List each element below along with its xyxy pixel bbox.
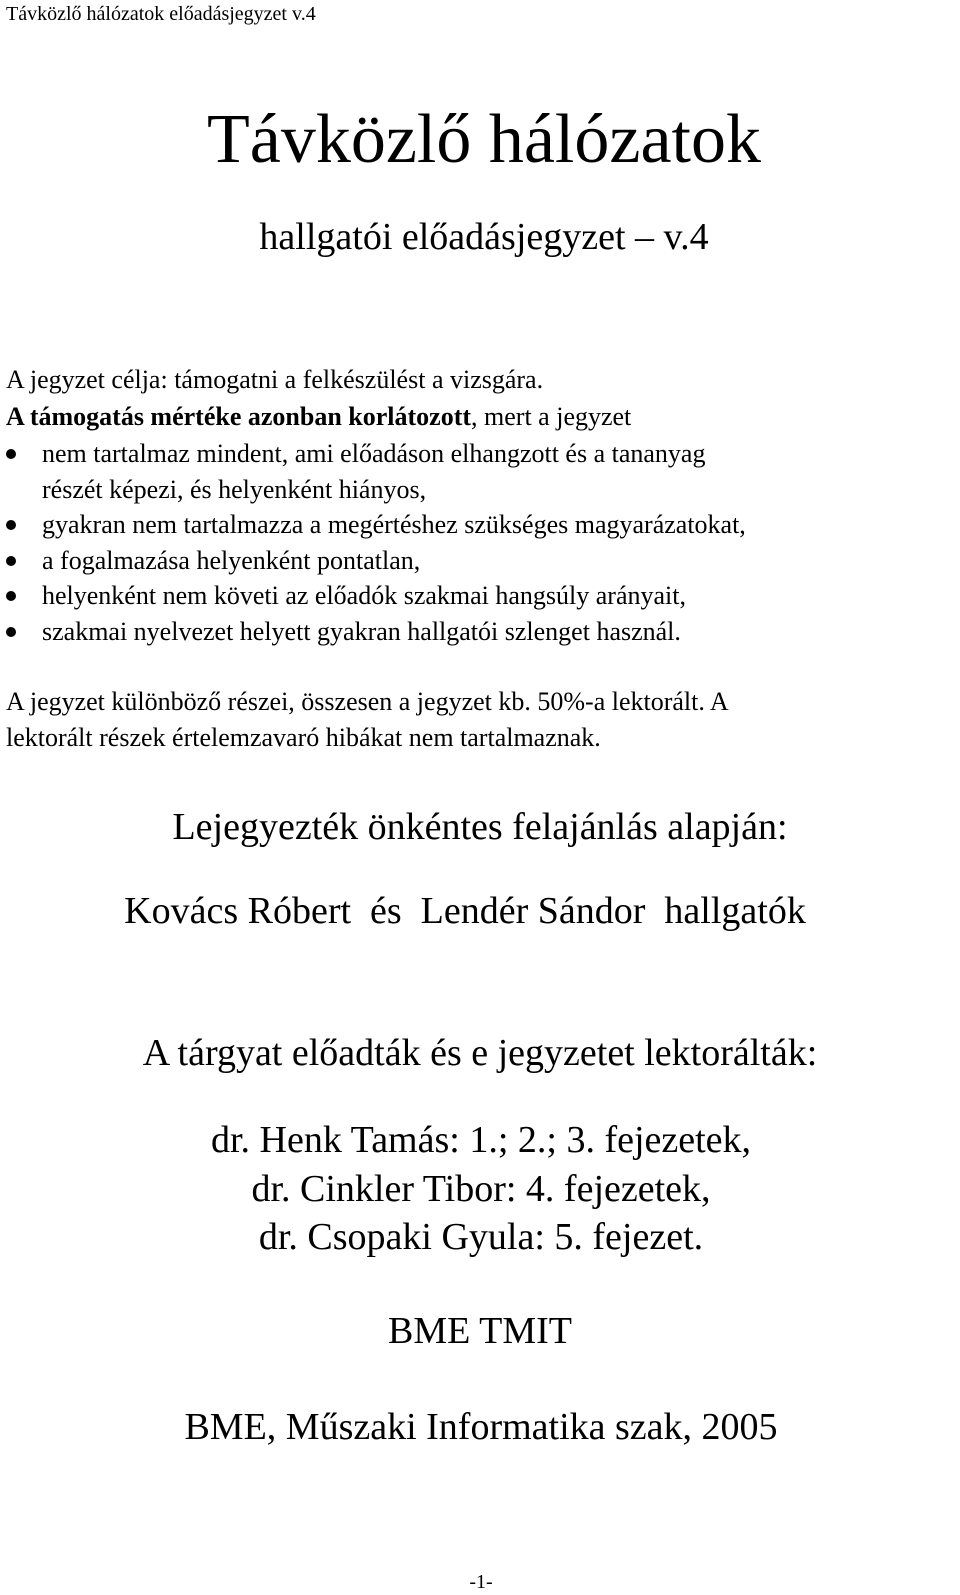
running-header: Távközlő hálózatok előadásjegyzet v.4: [6, 3, 316, 25]
list-item: [0, 543, 746, 579]
bullet-text: szakmai nyelvezet helyett gyakran hallgatói szlenget használ.: [42, 616, 681, 646]
limitation-rest: , mert a jegyzet: [471, 402, 632, 431]
limitation-statement: [6, 399, 631, 435]
bullet-icon: [6, 556, 16, 566]
list-item: [0, 578, 746, 614]
bullet-icon: [6, 449, 16, 459]
list-item: [0, 507, 746, 543]
page-number: -1-: [469, 1571, 493, 1593]
document-title: Távközlő hálózatok: [207, 101, 761, 178]
bullet-icon: [6, 627, 16, 637]
list-item: [0, 436, 746, 507]
bullet-text: helyenként nem követi az előadók szakmai hangsúly arányait,: [42, 581, 686, 611]
bullet-icon: [6, 591, 16, 601]
bullet-text: nem tartalmaz mindent, ami előadáson elhangzott és a tananyag: [42, 439, 706, 468]
lecturer-line: dr. Henk Tamás: 1.; 2.; 3. fejezetek,: [210, 1119, 752, 1161]
department-name: BME TMIT: [387, 1310, 573, 1352]
lecturer-line: dr. Cinkler Tibor: 4. fejezetek,: [251, 1168, 711, 1210]
lectored-note-line-1: A jegyzet különböző részei, összesen a jegyzet kb. 50%-a lektorált. A: [6, 687, 729, 716]
notes-heading: Lejegyezték önkéntes felajánlás alapján:: [172, 806, 788, 848]
document-subtitle: hallgatói előadásjegyzet – v.4: [259, 216, 709, 258]
bullet-text-continued: részét képezi, és helyenként hiányos,: [42, 474, 427, 504]
faculty-line: BME, Műszaki Informatika szak, 2005: [184, 1406, 778, 1448]
purpose-statement: A jegyzet célja: támogatni a felkészülést a vizsgára.: [6, 365, 544, 394]
lecturers-heading: A tárgyat előadták és e jegyzetet lektorálták:: [142, 1032, 818, 1074]
bullet-text: a fogalmazása helyenként pontatlan,: [42, 545, 421, 575]
lecturer-line: dr. Csopaki Gyula: 5. fejezet.: [258, 1216, 704, 1258]
notes-authors: Kovács Róbert és Lendér Sándor hallgatók: [124, 890, 806, 932]
bullet-text: gyakran nem tartalmazza a megértéshez szükséges magyarázatokat,: [42, 510, 746, 540]
list-item: [0, 614, 746, 650]
limitation-bullet-list: [0, 436, 746, 650]
limitation-bold: A támogatás mértéke azonban korlátozott: [6, 402, 472, 431]
bullet-icon: [6, 520, 16, 530]
lectored-note-line-2: lektorált részek értelemzavaró hibákat nem tartalmaznak.: [6, 723, 601, 752]
